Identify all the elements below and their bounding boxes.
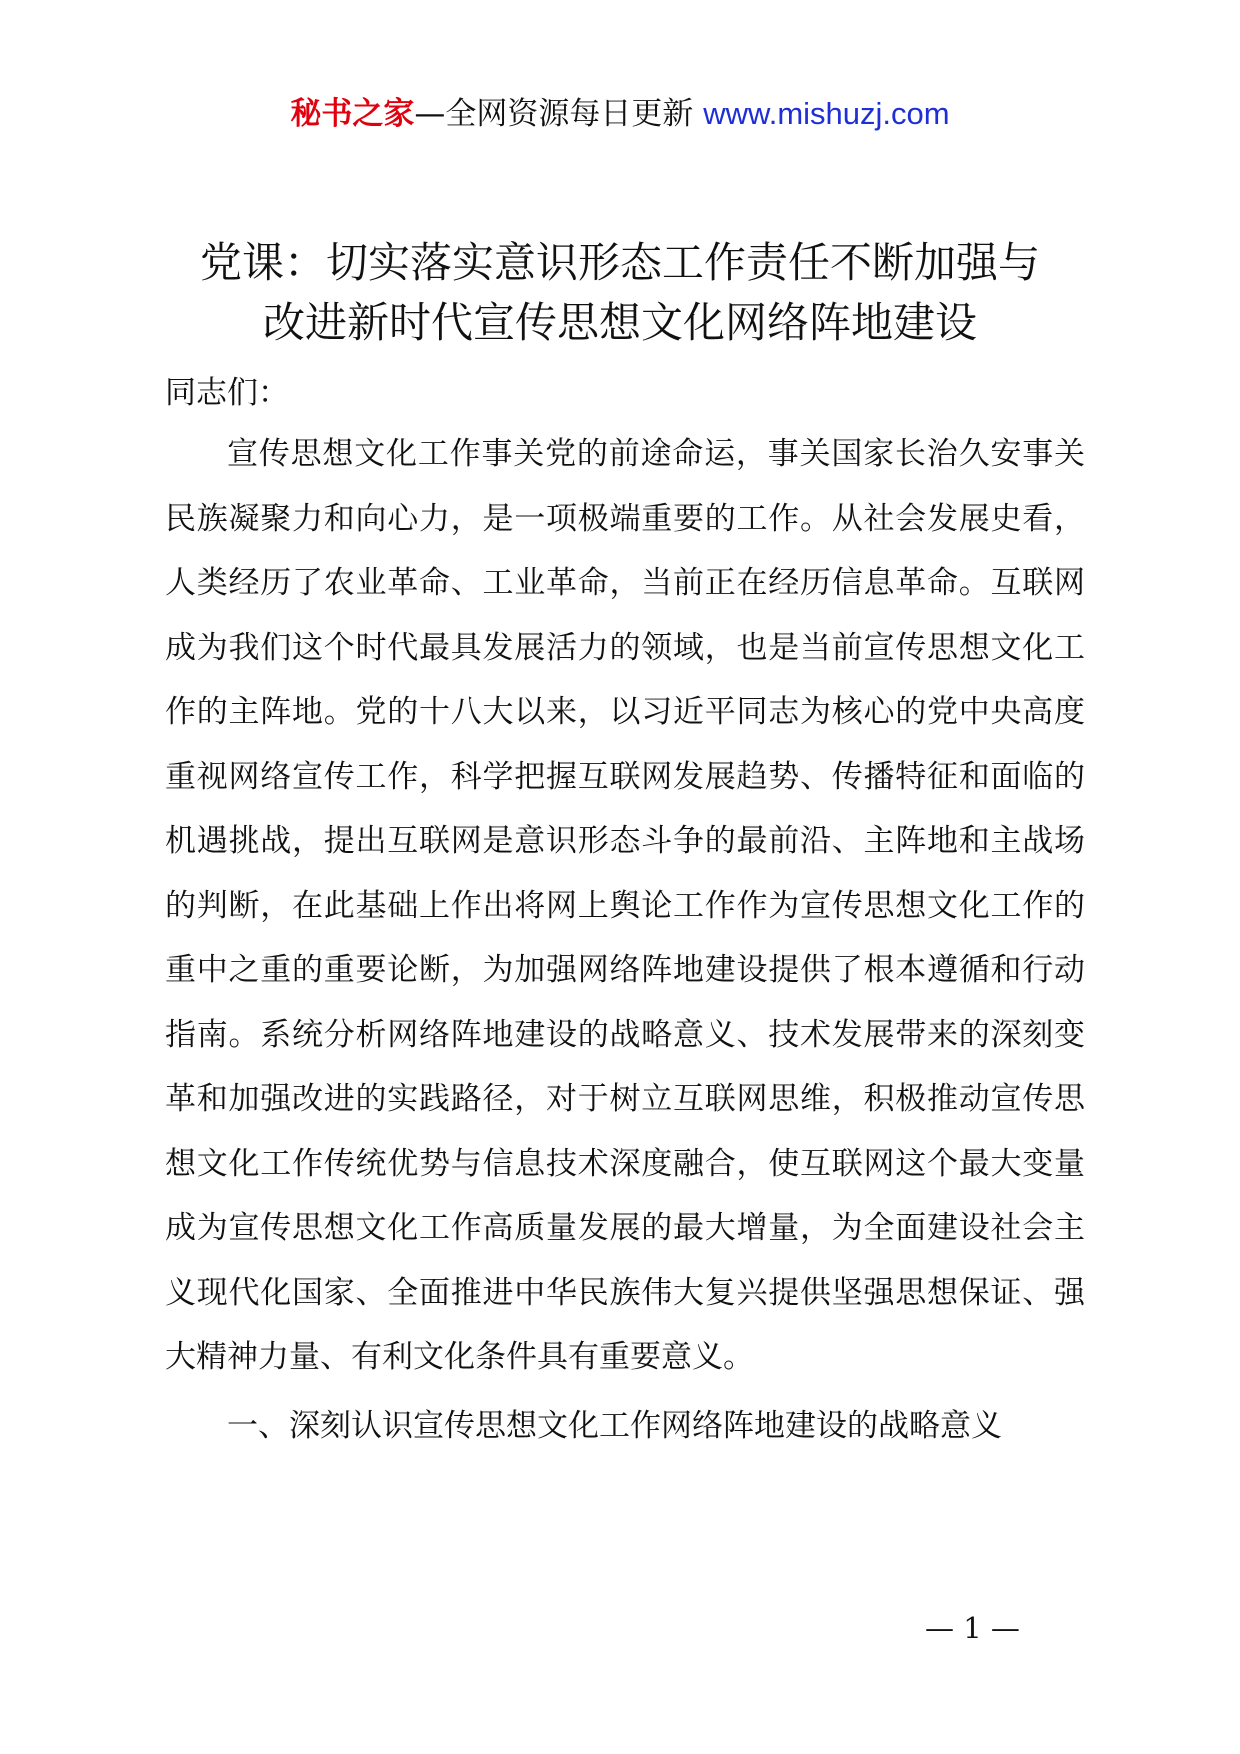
salutation: 同志们： xyxy=(165,375,289,411)
document-title xyxy=(150,233,1090,353)
document-title-line-1: 党课：切实落实意识形态工作责任不断加强与 xyxy=(199,238,1040,287)
site-brand: 秘书之家 xyxy=(290,96,415,132)
document-body xyxy=(165,370,1085,1456)
section-heading: 一、深刻认识宣传思想文化工作网络阵地建设的战略意义 xyxy=(227,1407,1002,1444)
site-url-link[interactable]: www.mishuzj.com xyxy=(703,96,950,131)
body-paragraph: 宣传思想文化工作事关党的前途命运，事关国家长治久安事关民族凝聚力和向心力，是一项极端重要的工作。从社会发展史看，人类经历了农业革命、工业革命，当前正在经历信息革命。互联网成为我们这个时代最具发展活力的领域，也是当前宣传思想文化工作的主阵地。党的十八大以来，以习近平同志为核心的党中央高度重视网络宣传工作，科学把握互联网发展趋势、传播特征和面临的机遇挑战，提出互联网是意识形态斗争的最前沿、主阵地和主战场的判断，在此基础上作出将网上舆论工作作为宣传思想文化工作的重中之重的重要论断，为加强网络阵地建设提供了根本遵循和行动指南。系统分析网络阵地建设的战略意义、技术发展带来的深刻变革和加强改进的实践路径，对于树立互联网思维，积极推动宣传思想文化工作传统优势与信息技术深度融合，使互联网这个最大变量成为宣传思想文化工作高质量发展的最大增量，为全面建设社会主义现代化国家、全面推进中华民族伟大复兴提供坚强思想保证、强大精神力量、有利文化条件具有重要意义。 xyxy=(165,436,1085,1375)
page-number: — 1 — xyxy=(925,1611,1020,1645)
site-header xyxy=(0,92,1240,136)
site-tagline: —全网资源每日更新 xyxy=(414,96,694,132)
document-title-line-2: 改进新时代宣传思想文化网络阵地建设 xyxy=(262,298,977,347)
